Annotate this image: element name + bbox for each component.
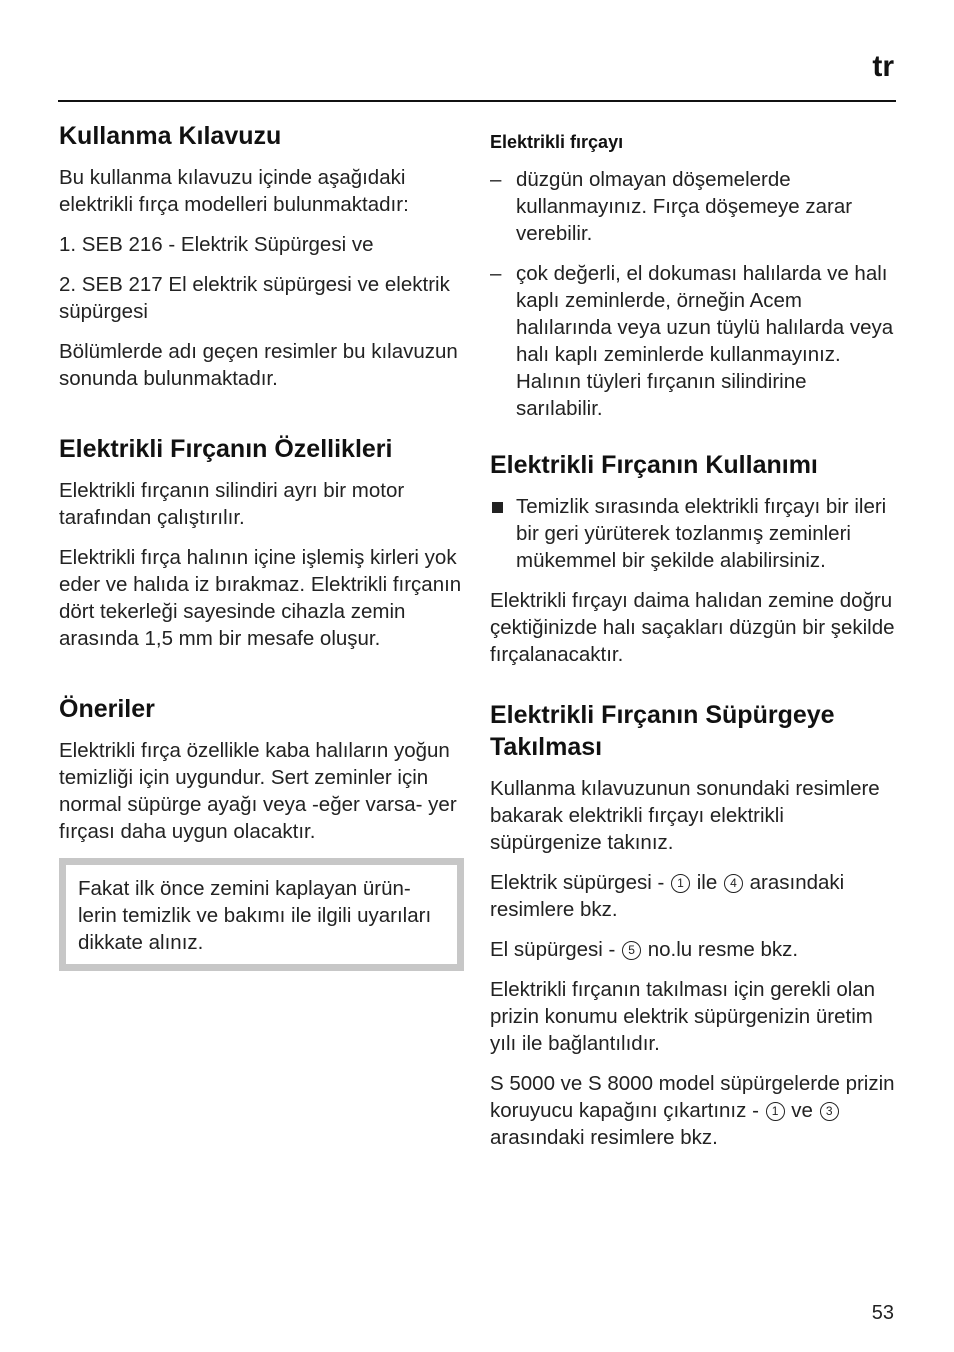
paragraph: Elektrikli fırça halının içine işlemiş kirleri yok eder ve halıda iz bırakmaz. Elektrikli fırçanın dört tekerleği sayesinde cihazla zemin arasında 1,5 mm bir mesafe oluşur. — [59, 546, 462, 650]
text: ile — [691, 871, 723, 894]
list-item-text: Temizlik sırasında elektrikli fırçayı bir ileri bir geri yürüterek tozlanmış zeminleri mükemmel bir şekilde alabilirsiniz. — [516, 495, 887, 572]
dash-marker: – — [490, 168, 502, 191]
paragraph: Bu kullanma kılavuzu içinde aşağıdaki elektrikli fırça modelleri bulunmaktadır: — [59, 166, 409, 216]
dash-list-item — [490, 166, 895, 247]
dash-list-item — [490, 260, 895, 422]
figure-number-badge: 4 — [724, 874, 743, 893]
text: arasındaki resimlere bkz. — [490, 1126, 718, 1149]
spacer — [59, 665, 464, 693]
bullet-list-item — [490, 493, 895, 574]
paragraph: Kullanma kılavuzunun sonundaki resimlere bakarak elektrikli fırçayı elektrikli süpürgenize takınız. — [490, 777, 880, 854]
figure-number-badge: 1 — [766, 1102, 785, 1121]
paragraph — [490, 869, 895, 923]
subsection-title: Elektrikli fırçayı — [490, 132, 624, 152]
section-title-attaching: Elektrikli Fırçanın Süpürgeye Takılması — [490, 701, 835, 761]
text: Elektrik süpürgesi - — [490, 871, 671, 894]
text: no.lu resme bkz. — [642, 938, 799, 961]
section-title-features: Elektrikli Fırçanın Özellikleri — [59, 435, 393, 463]
figure-number-badge: 1 — [671, 874, 690, 893]
paragraph: Elektrikli fırça özellikle kaba halıların yoğun temizliği için uygundur. Sert zeminler için normal süpürge ayağı veya -eğer varsa- yer fırçası daha uygun olacaktır. — [59, 739, 457, 843]
spacer — [490, 681, 895, 699]
paragraph — [490, 1070, 895, 1151]
paragraph: Elektrikli fırçayı daima halıdan zemine doğru çektiğinizde halı saçakları düzgün bir şekilde fırçalanacaktır. — [490, 589, 895, 666]
paragraph: Elektrikli fırçanın silindiri ayrı bir motor tarafından çalıştırılır. — [59, 479, 405, 529]
left-column — [59, 120, 464, 971]
paragraph: 1. SEB 216 - Elektrik Süpürgesi ve — [59, 233, 374, 256]
note-box — [59, 858, 464, 971]
figure-number-badge: 5 — [622, 941, 641, 960]
section-title-recommendations: Öneriler — [59, 695, 155, 723]
header-rule — [58, 100, 896, 102]
dash-marker: – — [490, 262, 502, 285]
list-item-text: çok değerli, el dokuması halılarda ve halı kaplı zeminlerde, örneğin Acem halılarında veya uzun tüylü halılarda veya halı kaplı zeminlerde kullanmayınız. Halının tüyleri fırçanın silindirine sarılabilir. — [516, 262, 894, 420]
spacer — [490, 435, 895, 449]
list-item-text: düzgün olmayan döşemelerde kullanmayınız. Fırça döşemeye zarar verebilir. — [516, 168, 853, 245]
note-text: Fakat ilk önce zemini kaplayan ürün-lerin temizlik ve bakımı ile ilgili uyarıları dikkate alınız. — [78, 877, 432, 954]
figure-number-badge: 3 — [820, 1102, 839, 1121]
right-column — [490, 120, 895, 1164]
text: El süpürgesi - — [490, 938, 622, 961]
language-code: tr — [872, 50, 894, 83]
paragraph: Elektrikli fırçanın takılması için gerekli olan prizin konumu elektrik süpürgenizin üretim yılı ile bağlantılıdır. — [490, 978, 876, 1055]
square-bullet-icon — [492, 502, 503, 513]
text: S 5000 ve S 8000 model süpürgelerde prizin koruyucu kapağını çıkartınız - — [490, 1072, 895, 1122]
paragraph: Bölümlerde adı geçen resimler bu kılavuzun sonunda bulunmaktadır. — [59, 340, 458, 390]
paragraph: 2. SEB 217 El elektrik süpürgesi ve elektrik süpürgesi — [59, 273, 450, 323]
paragraph — [490, 936, 895, 963]
section-title-usage: Elektrikli Fırçanın Kullanımı — [490, 451, 818, 479]
section-title-manual: Kullanma Kılavuzu — [59, 122, 282, 150]
spacer — [59, 405, 464, 433]
text: arasındaki resimlere bkz. — [490, 871, 845, 921]
page-number: 53 — [871, 1302, 894, 1324]
text: ve — [785, 1099, 819, 1122]
